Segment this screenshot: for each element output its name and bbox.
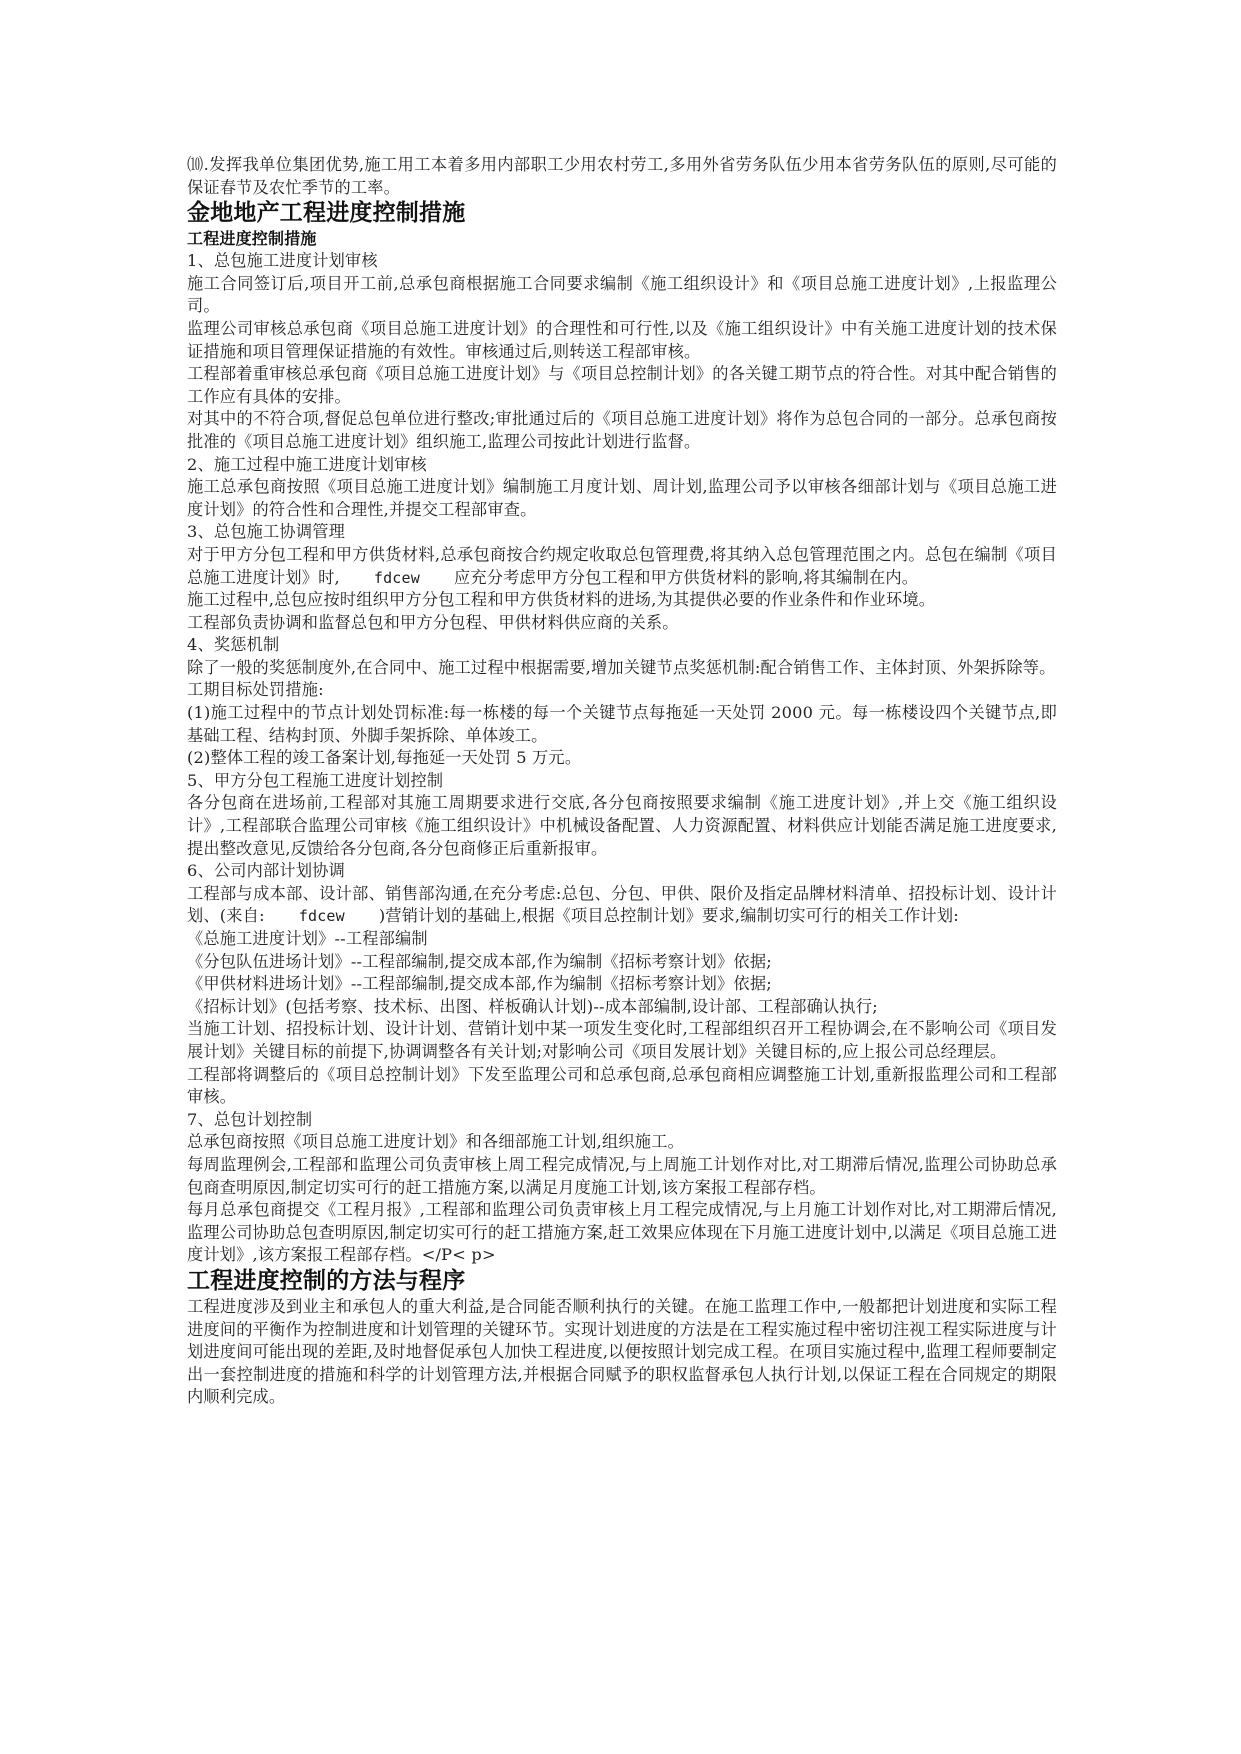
section-subtitle: 工程进度控制措施	[187, 229, 317, 249]
list-item: 《分包队伍进场计划》--工程部编制,提交成本部,作为编制《招标考察计划》依据;	[187, 951, 772, 971]
paragraph: 工程进度涉及到业主和承包人的重大利益,是合同能否顺利执行的关键。在施工监理工作中,一般都把计划进度和实际工程进度间的平衡作为控制进度和计划管理的关键环节。实现计划进度的方法是在工程实施过程中密切注视工程实际进度与计划进度间可能出现的差距,及时地督促承包人加快工程进度,以便按照计划完成工程。在项目实施过程中,监理工程师要制定出一套控制进度的措施和科学的计划管理方法,并根据合同赋予的职权监督承包人执行计划,以保证工程在合同规定的期限内顺利完成。	[187, 1296, 1057, 1407]
paragraph: 工程部将调整后的《项目总控制计划》下发至监理公司和总承包商,总承包商相应调整施工计划,重新报监理公司和工程部审核。	[187, 1064, 1057, 1107]
paragraph: 除了一般的奖惩制度外,在合同中、施工过程中根据需要,增加关键节点奖惩机制:配合销售工作、主体封顶、外架拆除等。	[187, 657, 1056, 677]
paragraph: (1)施工过程中的节点计划处罚标准:每一栋楼的每一个关键节点每拖延一天处罚 2000 元。每一栋楼设四个关键节点,即基础工程、结构封顶、外脚手架拆除、单体竣工。	[187, 703, 1057, 745]
section-1-heading: 1、总包施工进度计划审核	[187, 251, 378, 271]
paragraph: 工程部着重审核总承包商《项目总施工进度计划》与《项目总控制计划》的各关键工期节点的符合性。对其中配合销售的工作应有具体的安排。	[187, 364, 1057, 406]
section-4-heading: 4、奖惩机制	[187, 635, 280, 655]
section-3-heading: 3、总包施工协调管理	[187, 522, 345, 542]
inline-code: fdcew	[298, 907, 345, 926]
paragraph: 工期目标处罚措施:	[187, 680, 324, 700]
section-2-heading: 2、施工过程中施工进度计划审核	[187, 454, 427, 474]
paragraph: 每周监理例会,工程部和监理公司负责审核上周工程完成情况,与上周施工计划作对比,对工期滞后情况,监理公司协助总承包商查明原因,制定切实可行的赶工措施方案,以满足月度施工计划,该方案报工程部存档。	[187, 1154, 1057, 1197]
paragraph: 施工总承包商按照《项目总施工进度计划》编制施工月度计划、周计划,监理公司予以审核各细部计划与《项目总施工进度计划》的符合性和合理性,并提交工程部审查。	[187, 477, 1057, 519]
text-segment: 工程部与成本部、设计部、销售部沟通,在充分考虑:总包、分包、甲供、限价及指定品牌材料清单、招投标计划、设计计划、(来自:	[187, 883, 1057, 926]
document-page	[187, 154, 1057, 1409]
paragraph: 工程部负责协调和监督总包和甲方分包程、甲供材料供应商的关系。	[187, 612, 679, 632]
paragraph	[187, 544, 1057, 589]
paragraph: 施工过程中,总包应按时组织甲方分包工程和甲方供货材料的进场,为其提供必要的作业条件和作业环境。	[187, 590, 936, 610]
section-6-heading: 6、公司内部计划协调	[187, 861, 345, 881]
paragraph: 总承包商按照《项目总施工进度计划》和各细部施工计划,组织施工。	[187, 1132, 684, 1152]
paragraph: 对其中的不符合项,督促总包单位进行整改;审批通过后的《项目总施工进度计划》将作为总包合同的一部分。总承包商按批准的《项目总施工进度计划》组织施工,监理公司按此计划进行监督。	[187, 409, 1057, 451]
paragraph: 各分包商在进场前,工程部对其施工周期要求进行交底,各分包商按照要求编制《施工进度计划》,并上交《施工组织设计》,工程部联合监理公司审核《施工组织设计》中机械设备配置、人力资源配置、材料供应计划能否满足施工进度要求,提出整改意见,反馈给各分包商,各分包商修正后重新报审。	[187, 793, 1057, 858]
list-item: 《总施工进度计划》--工程部编制	[187, 929, 428, 948]
paragraph	[187, 883, 1057, 928]
intro-paragraph: ⑽.发挥我单位集团优势,施工用工本着多用内部职工少用农村劳工,多用外省劳务队伍少用本省劳务队伍的原则,尽可能的保证春节及农忙季节的工率。	[187, 155, 1057, 197]
section-7-heading: 7、总包计划控制	[187, 1109, 313, 1129]
paragraph: 每月总承包商提交《工程月报》,工程部和监理公司负责审核上月工程完成情况,与上月施工计划作对比,对工期滞后情况,监理公司协助总包查明原因,制定切实可行的赶工措施方案,赶工效果应体现在下月施工进度计划中,以满足《项目总施工进度计划》,该方案报工程部存档。</P< p>	[187, 1200, 1057, 1265]
inline-code: fdcew	[373, 568, 420, 587]
paragraph: 监理公司审核总承包商《项目总施工进度计划》的合理性和可行性,以及《施工组织设计》中有关施工进度计划的技术保证措施和项目管理保证措施的有效性。审核通过后,则转送工程部审核。	[187, 318, 1057, 361]
text-segment: )营销计划的基础上,根据《项目总控制计划》要求,编制切实可行的相关工作计划:	[378, 906, 959, 926]
document-title: 金地地产工程进度控制措施	[187, 200, 466, 227]
paragraph: (2)整体工程的竣工备案计划,每拖延一天处罚 5 万元。	[187, 748, 582, 768]
paragraph: 当施工计划、招投标计划、设计计划、营销计划中某一项发生变化时,工程部组织召开工程协调会,在不影响公司《项目发展计划》关键目标的前提下,协调调整各有关计划;对影响公司《项目发展计划》关键目标的,应上报公司总经理层。	[187, 1019, 1057, 1061]
text-segment: 对于甲方分包工程和甲方供货材料,总承包商按合约规定收取总包管理费,将其纳入总包管理范围之内。总包在编制《项目总施工进度计划》时,	[187, 544, 1057, 587]
second-title: 工程进度控制的方法与程序	[187, 1267, 466, 1294]
paragraph: 施工合同签订后,项目开工前,总承包商根据施工合同要求编制《施工组织设计》和《项目总施工进度计划》,上报监理公司。	[187, 273, 1057, 316]
list-item: 《招标计划》(包括考察、技术标、出图、样板确认计划)--成本部编制,设计部、工程部确认执行;	[187, 996, 878, 1016]
list-item: 《甲供材料进场计划》--工程部编制,提交成本部,作为编制《招标考察计划》依据;	[187, 974, 772, 994]
section-5-heading: 5、甲方分包工程施工进度计划控制	[187, 770, 444, 790]
text-segment: 应充分考虑甲方分包工程和甲方供货材料的影响,将其编制在内。	[454, 567, 919, 587]
